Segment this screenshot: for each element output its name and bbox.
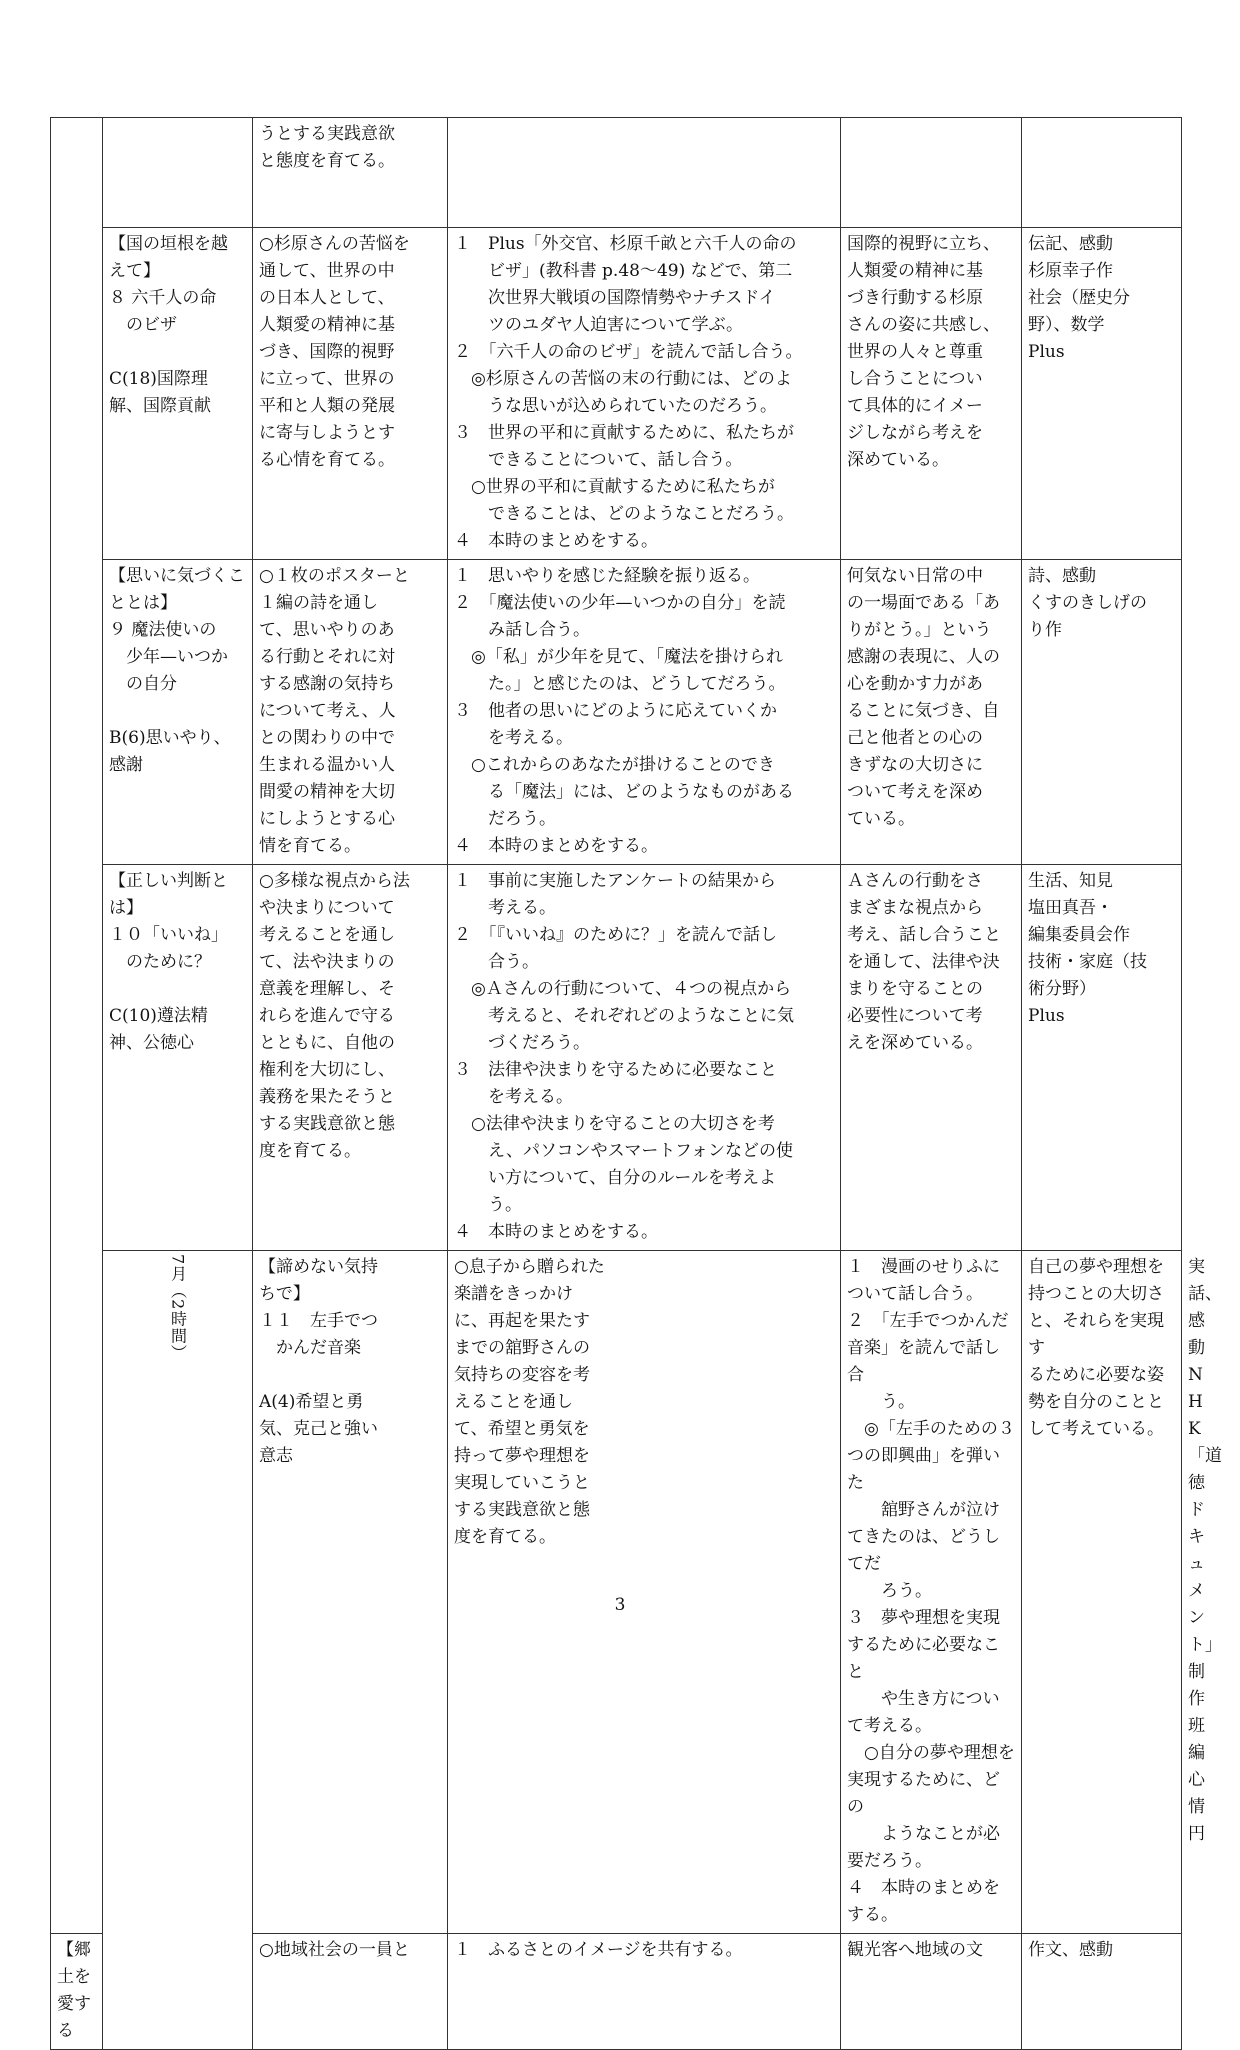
month-cell: [103, 1251, 253, 2050]
subject-cell: 【諦めない気持 ちで】 １１ 左手でつ かんだ音楽 A(4)希望と勇 気、克己と強い 意志: [253, 1251, 448, 1934]
subject-cell: 【国の垣根を越 えて】 ８ 六千人の命 のビザ C(18)国際理 解、国際貢献: [103, 228, 253, 560]
activities-cell: [448, 118, 841, 228]
subject-cell: [103, 118, 253, 228]
page-number: 3: [614, 1595, 626, 1615]
aim-cell: ○１枚のポスターと １編の詩を通し て、思いやりのあ る行動とそれに対 する感謝の気持ち について考え、人 との関わりの中で 生まれる温かい人 間愛の精神を大切 にしようとする心 情を育てる。: [253, 560, 448, 865]
month-label: 7月（2時間）: [168, 1254, 188, 1362]
activities-cell: １ 事前に実施したアンケートの結果から 考える。 ２ 「『いいね』のために？」を読んで話し 合う。 ◎Ａさんの行動について、４つの視点から 考えると、それぞれどのようなことに気 づくだろう。 ３ 法律や決まりを守るために必要なこと を考える。 ○法律や決まりを守ることの大切さを考 え、パソコンやスマートフォンなどの使 い方について、自分のルールを考えよ う。 ４ 本時のまとめをする。: [448, 865, 841, 1251]
aim-cell: うとする実践意欲 と態度を育てる。: [253, 118, 448, 228]
aim-cell: ○多様な視点から法 や決まりについて 考えることを通し て、法や決まりの 意義を理解し、そ れらを進んで守る とともに、自他の 権利を大切にし、 義務を果たそうと する実践意欲と態 度を育てる。: [253, 865, 448, 1251]
aim-cell: ○息子から贈られた 楽譜をきっかけ に、再起を果たす までの舘野さんの 気持ちの変容を考 えることを通し て、希望と勇気を 持って夢や理想を 実現していこうと する実践意欲と態 度を育てる。: [448, 1251, 841, 1934]
subject-cell: 【思いに気づくこ ととは】 ９ 魔法使いの 少年—いつか の自分 B(6)思いやり、 感謝: [103, 560, 253, 865]
aim-cell: ○杉原さんの苦悩を 通して、世界の中 の日本人として、 人類愛の精神に基 づき、国際的視野 に立って、世界の 平和と人類の発展 に寄与しようとす る心情を育てる。: [253, 228, 448, 560]
activities-cell: １ 思いやりを感じた経験を振り返る。 ２ 「魔法使いの少年—いつかの自分」を読 み話し合う。 ◎「私」が少年を見て、「魔法を掛けられ た。」と感じたのは、どうしてだろう。 ３ 他者の思いにどのように応えていくか を考える。 ○これからのあなたが掛けることのでき る「魔法」には、どのようなものがある だろう。 ４ 本時のまとめをする。: [448, 560, 841, 865]
activities-cell: １ Plus「外交官、杉原千畝と六千人の命の ビザ」(教科書 p.48〜49) などで、第二 次世界大戦頃の国際情勢やナチスドイ ツのユダヤ人迫害について学ぶ。 ２ 「六千人の命のビザ」を読んで話し合う。 ◎杉原さんの苦悩の末の行動には、どのよ うな思いが込められていたのだろう。 ３ 世界の平和に貢献するために、私たちが できることについて、話し合う。 ○世界の平和に貢献するために私たちが できることは、どのようなことだろう。 ４ 本時のまとめをする。: [448, 228, 841, 560]
notes-cell: 生活、知見 塩田真吾・ 編集委員会作 技術・家庭（技 術分野） Plus: [1022, 865, 1182, 1251]
table-row: [51, 560, 1182, 865]
evaluation-cell: Ａさんの行動をさ まざまな視点から 考え、話し合うこと を通して、法律や決 まりを守ることの 必要性について考 えを深めている。: [841, 865, 1022, 1251]
evaluation-cell: 何気ない日常の中 の一場面である「あ りがとう。」という 感謝の表現に、人の 心を動かす力があ ることに気づき、自 己と他者との心の きずなの大切さに ついて考えを深め ている。: [841, 560, 1022, 865]
notes-cell: [1022, 118, 1182, 228]
evaluation-cell: 国際的視野に立ち、 人類愛の精神に基 づき行動する杉原 さんの姿に共感し、 世界の人々と尊重 し合うことについ て具体的にイメー ジしながら考えを 深めている。: [841, 228, 1022, 560]
evaluation-cell: 観光客へ地域の文: [841, 1934, 1022, 2050]
evaluation-cell: [841, 118, 1022, 228]
lesson-plan-table: [50, 117, 1222, 2050]
notes-cell: 伝記、感動 杉原幸子作 社会（歴史分 野）、数学 Plus: [1022, 228, 1182, 560]
table-row: 7月（2時間） 【諦めない気持 ちで】 １１ 左手でつ かんだ音楽 A(4)希望と勇 気、克己と強い 意志 ○息子から贈られた 楽譜をきっかけ に、再起を果たす までの舘野さんの 気持ちの変容を考 えることを通し て、希望と勇気を 持って夢や理想を 実現していこうと する実践意欲と態 度を育てる。 １ 漫画のせりふについて話し合う。 ２ 「左手でつかんだ音楽」を読んで話し合 う。 ◎「左手のための３つの即興曲」を弾いた 舘野さんが泣けてきたのは、どうしてだ ろう。 ３ 夢や理想を実現するために必要なこと や生き方について考える。 ○自分の夢や理想を実現するために、どの ようなことが必要だろう。 ４ 本時のまとめをする。 自己の夢や理想を 持つことの大切さ と、それらを実現す るために必要な姿 勢を自分のことと して考えている。 実話、感動 NHK「道徳ドキ ュメント」制作 班編 心情円: [51, 1251, 1182, 1934]
notes-cell: 詩、感動 くすのきしげの り作: [1022, 560, 1182, 865]
month-cell: [51, 118, 103, 1934]
subject-cell: 【郷土を愛する: [51, 1934, 103, 2050]
notes-cell: 作文、感動: [1022, 1934, 1182, 2050]
activities-cell: １ 漫画のせりふについて話し合う。 ２ 「左手でつかんだ音楽」を読んで話し合 う。 ◎「左手のための３つの即興曲」を弾いた 舘野さんが泣けてきたのは、どうしてだ ろう。 ３ 夢や理想を実現するために必要なこと や生き方について考える。 ○自分の夢や理想を実現するために、どの ようなことが必要だろう。 ４ 本時のまとめをする。: [841, 1251, 1022, 1934]
aim-cell: ○地域社会の一員と: [253, 1934, 448, 2050]
table-row: [51, 118, 1182, 228]
table-row: [51, 228, 1182, 560]
subject-cell: 【正しい判断と は】 １０「いいね」 のために？ C(10)遵法精 神、公徳心: [103, 865, 253, 1251]
activities-cell: １ ふるさとのイメージを共有する。: [448, 1934, 841, 2050]
evaluation-cell: 自己の夢や理想を 持つことの大切さ と、それらを実現す るために必要な姿 勢を自分のことと して考えている。: [1022, 1251, 1182, 1934]
table-row: [51, 865, 1182, 1251]
